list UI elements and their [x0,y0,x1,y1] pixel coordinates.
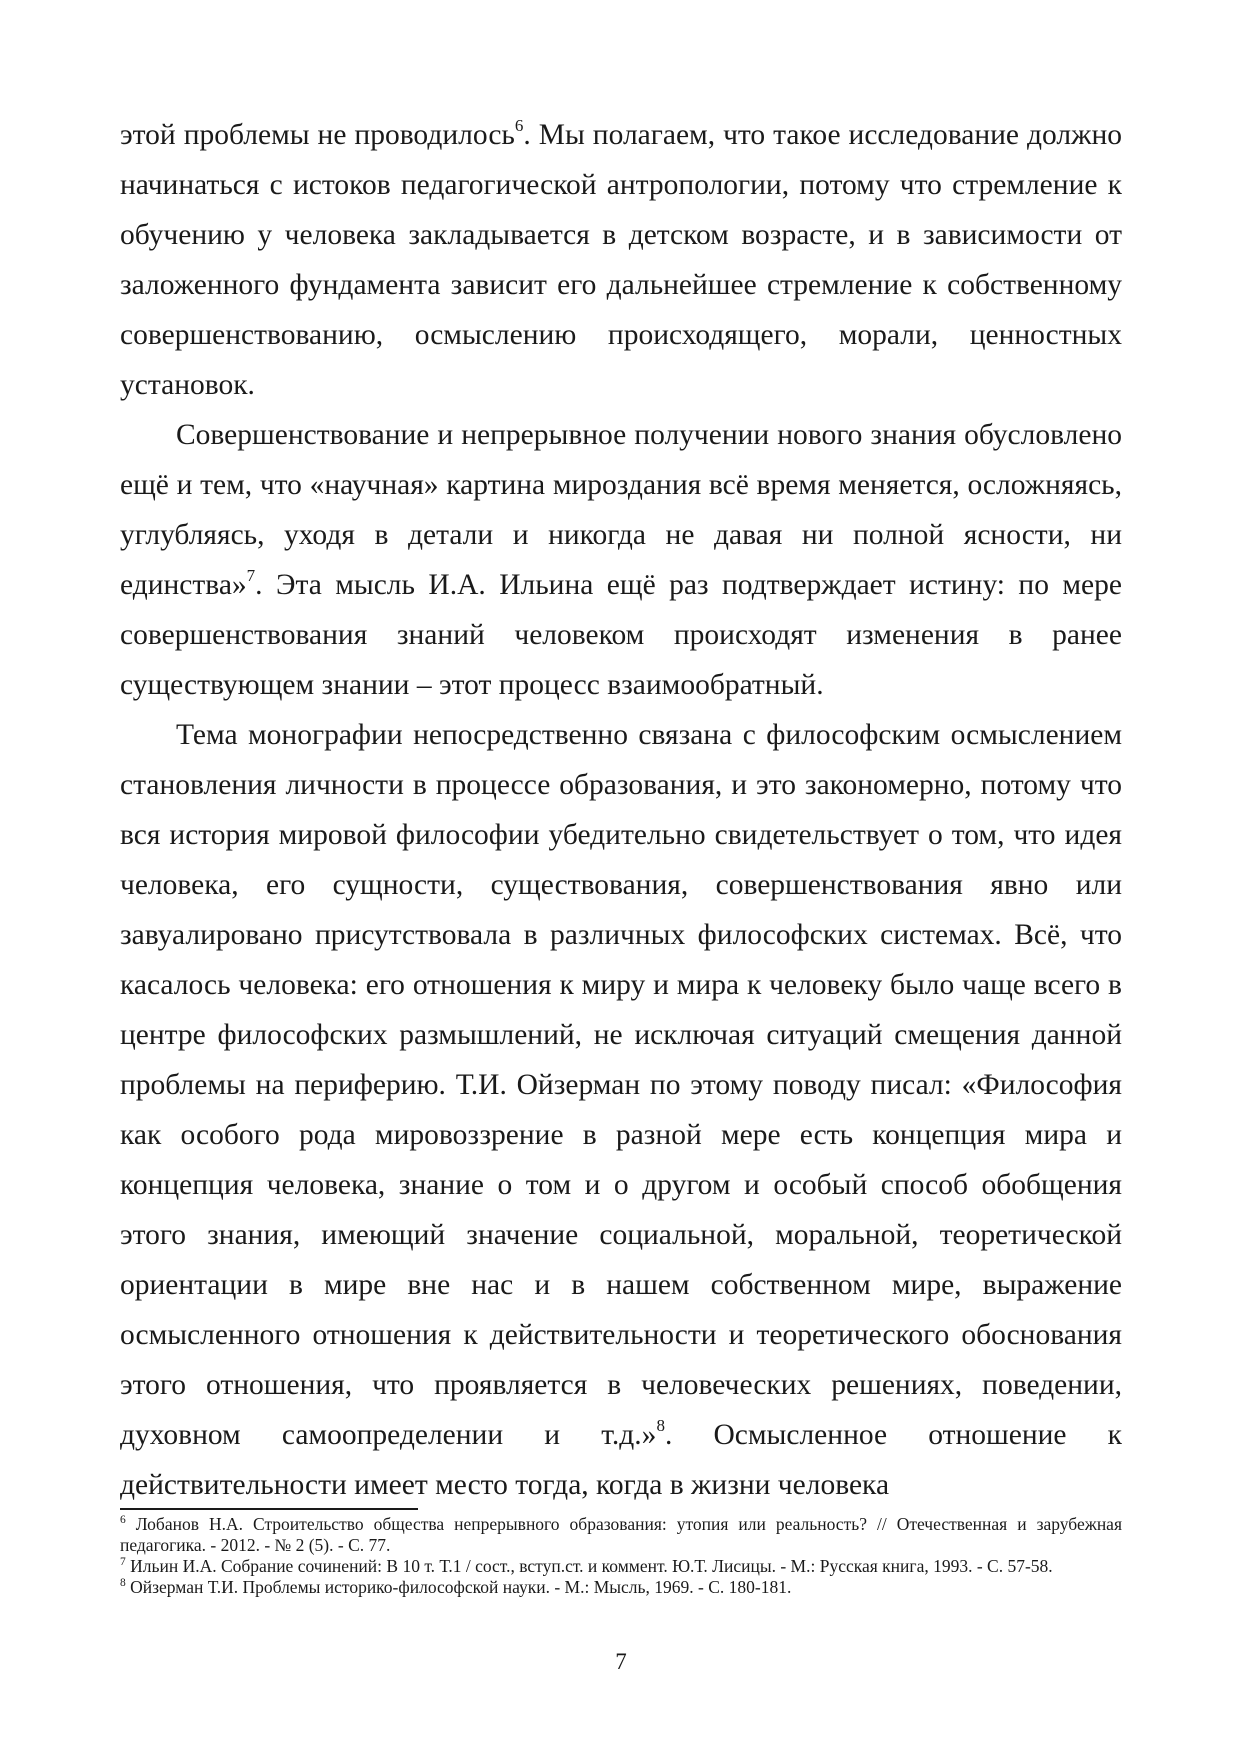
paragraph-text: . Эта мысль И.А. Ильина ещё раз подтверждает истину: по мере совершенствования знаний человеком происходят изменения в ранее существующем знании – этот процесс взаимообратный. [120,569,1122,701]
page-number: 7 [615,1649,627,1674]
footnote-text: Лобанов Н.А. Строительство общества непрерывного образования: утопия или реальность? // Отечественная и зарубежная педагогика. - 2012. - № 2 (5). - С. 77. [120,1514,1122,1555]
footnote-8 [120,1577,1122,1598]
paragraph-3 [120,710,1122,1510]
footnote-number: 6 [120,1514,126,1527]
footnote-text: Ойзерман Т.И. Проблемы историко-философской науки. - М.: Мысль, 1969. - С. 180-181. [125,1577,792,1597]
paragraph-text: . Осмысленное отношение к действительности имеет место тогда, когда в жизни человека [120,1419,1122,1501]
paragraph-2 [120,410,1122,710]
footnote-text: Ильин И.А. Собрание сочинений: В 10 т. Т.1 / сост., вступ.ст. и коммент. Ю.Т. Лисицы. - М.: Русская книга, 1993. - С. 57-58. [125,1556,1053,1576]
footnote-number: 8 [120,1577,126,1590]
footnote-number: 7 [120,1556,126,1569]
footnote-ref-6[interactable]: 6 [514,116,524,136]
paragraph-text: этой проблемы не проводилось [120,119,515,151]
footnote-ref-8[interactable]: 8 [656,1416,665,1436]
footnote-ref-7[interactable]: 7 [246,566,256,586]
footnote-6 [120,1514,1122,1556]
footnotes [120,1514,1122,1598]
paragraph-text: Тема монографии непосредственно связана с философским осмыслением становления личности в процессе образования, и это закономерно, потому что вся история мировой философии убедительно свидетельствует о том, что идея человека, его сущности, существования, совершенствования явно или завуалировано присутствовала в различных философских системах. Всё, что касалось человека: его отношения к миру и мира к человеку было чаще всего в центре философских размышлений, не исключая ситуаций смещения данной проблемы на периферию. Т.И. Ойзерман по этому поводу писал: «Философия как особого рода мировоззрение в разной мере есть концепция мира и концепция человека, знание о том и о другом и особый способ обобщения этого знания, имеющий значение социальной, моральной, теоретической ориентации в мире вне нас и в нашем собственном мире, выражение осмысленного отношения к действительности и теоретического обоснования этого отношения, что проявляется в человеческих решениях, поведении, духовном самоопределении и т.д.» [120,719,1122,1451]
footnote-7 [120,1556,1122,1577]
paragraph-text: . Мы полагаем, что такое исследование должно начинаться с истоков педагогической антропологии, потому что стремление к обучению у человека закладывается в детском возрасте, и в зависимости от заложенного фундамента зависит его дальнейшее стремление к собственному совершенствованию, осмыслению происходящего, морали, ценностных установок. [120,119,1122,401]
paragraph-text: Совершенствование и непрерывное получении нового знания обусловлено ещё и тем, что «научная» картина мироздания всё время меняется, осложняясь, углубляясь, уходя в детали и никогда не давая ни полной ясности, ни единства» [120,419,1122,601]
footnote-separator [120,1508,418,1510]
body-text [120,110,1122,1510]
paragraph-1 [120,110,1122,410]
document-page [120,0,1122,1755]
